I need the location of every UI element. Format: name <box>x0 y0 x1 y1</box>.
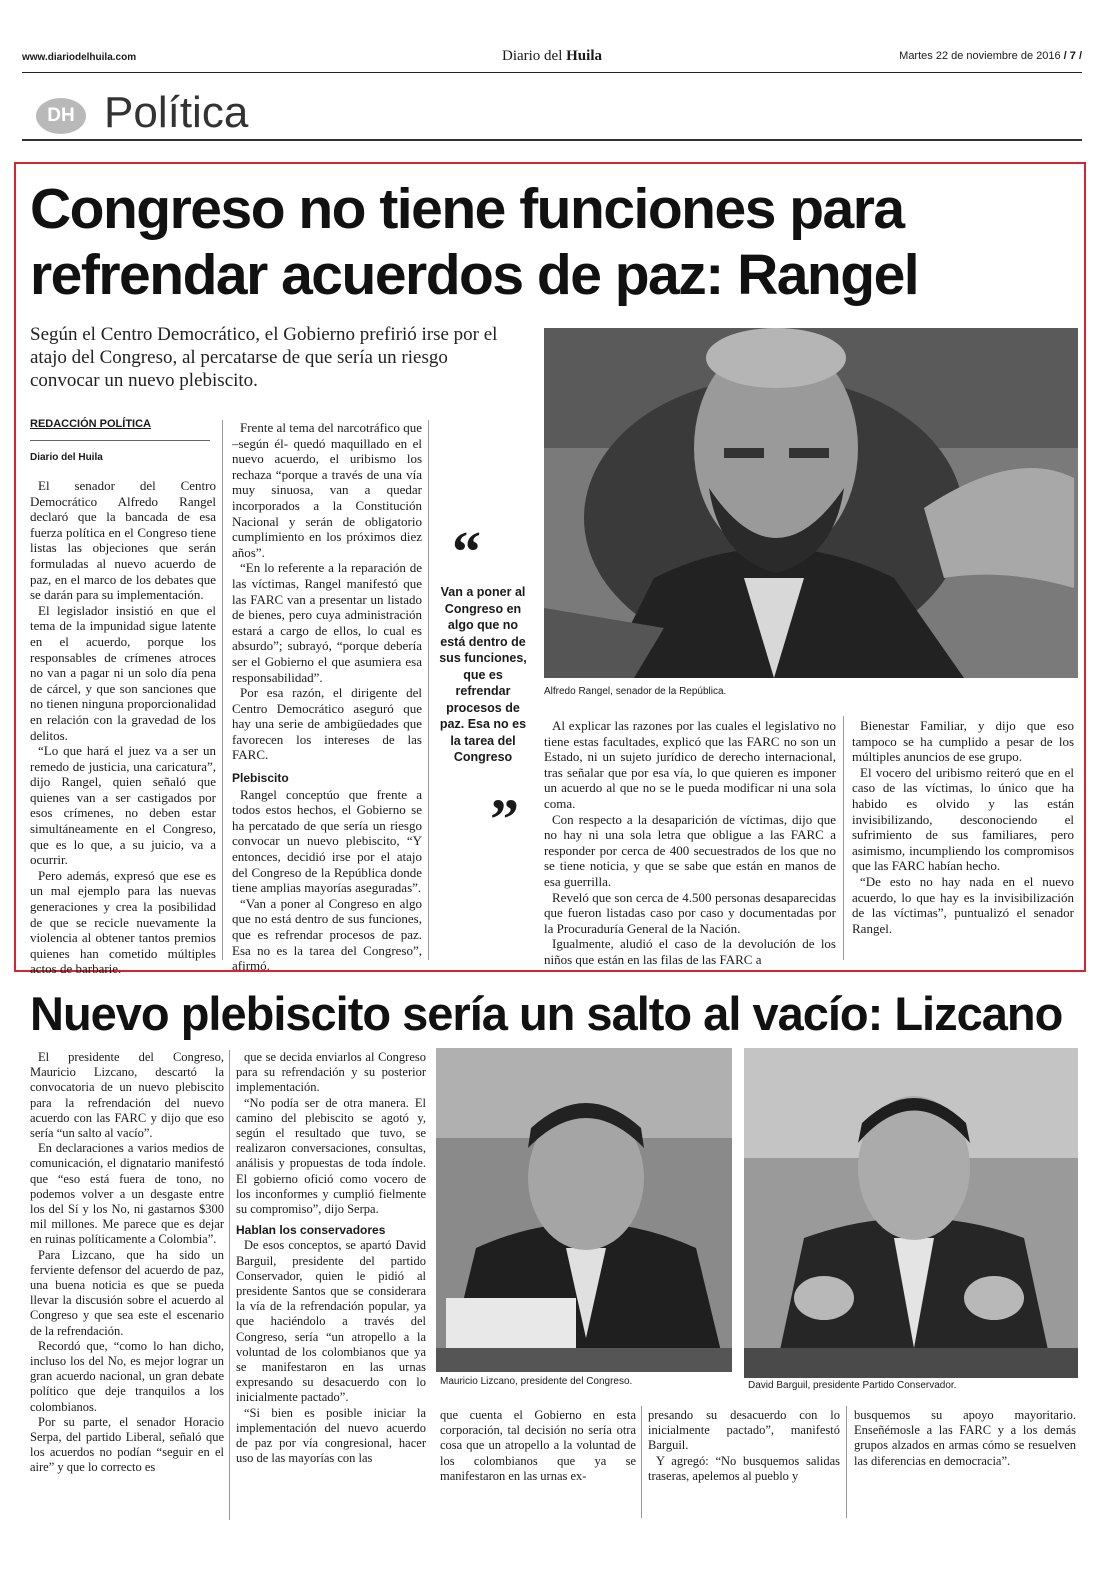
paragraph: Para Lizcano, que ha sido un ferviente defensor del acuerdo de paz, una buena noticia es que se pueda llevar la discusión sobre el acuerdo al Congreso y que sea este el escenario de la refrendación. <box>30 1247 224 1338</box>
photo-david-barguil <box>744 1048 1078 1378</box>
paragraph: Pero además, expresó que ese es un mal ejemplo para las nuevas generaciones y crea la posibilidad de que se recicle nuevamente la violencia al obtener tantos premios quienes han cometido múltiples actos de barbarie. <box>30 867 216 977</box>
paragraph: “Si bien es posible iniciar la implementación del nuevo acuerdo de paz por vía congresional, hacer uso de las mayorías con las <box>236 1405 426 1466</box>
paragraph: Reveló que son cerca de 4.500 personas desaparecidas que fueron listadas caso por caso y documentadas por la Procuraduría General de la Nación. <box>544 889 836 936</box>
subhead-plebiscito: Plebiscito <box>232 771 289 786</box>
story1-column-2 <box>232 420 422 974</box>
paragraph: presando su desacuerdo con lo inicialmente pactado”, manifestó Barguil. <box>648 1408 840 1453</box>
story1-column-1 <box>30 478 216 977</box>
column-divider <box>843 716 844 960</box>
photo-caption: Mauricio Lizcano, presidente del Congreso. <box>440 1376 633 1387</box>
paragraph: Al explicar las razones por las cuales el legislativo no tiene estas facultades, explicó que las FARC no son un Estado, ni un sujeto jurídico de derecho internacional, tras señalar que por esa vía, lo que quieren es imponer un acuerdo al que no se le pueda modificar ni una sola coma. <box>544 718 836 811</box>
subhead-conservadores: Hablan los conservadores <box>236 1223 386 1238</box>
paragraph: El legislador insistió en que el tema de la impunidad sigue latente en el acuerdo, porque los responsables de crímenes atroces no van a pagar ni un solo día pena de cárcel, y que son sanciones que no tienen ninguna proporcionalidad en relación con la gravedad de los delitos. <box>30 602 216 743</box>
photo-caption: David Barguil, presidente Partido Conservador. <box>748 1380 957 1391</box>
byline: REDACCIÓN POLÍTICA <box>30 418 151 430</box>
paragraph: “Van a poner al Congreso en algo que no está dentro de sus funciones, que es refrendar procesos de paz. Esa no es la tarea del Congreso”, afirmó. <box>232 895 422 974</box>
site-url: www.diariodelhuila.com <box>22 52 137 63</box>
story2-column-3 <box>440 1408 636 1484</box>
paragraph: De esos conceptos, se apartó David Barguil, presidente del partido Conservador, quien le pidió al presidente Santos que se considerara la vía de la refrendación popular, ya que haciéndolo a través del Congreso, sería “un atropello a la voluntad de los colombianos que ya se manifestaron en las urnas expresando su desacuerdo con lo inicialmente pactado”. <box>236 1238 426 1405</box>
paragraph: “En lo referente a la reparación de las víctimas, Rangel manifestó que las FARC van a presentar un listado de bienes, pero cuya administración estará a cargo de ellos, lo cual es absurdo”; subrayó, “porque debería ser el Gobierno el que asumiera esa responsabilidad”. <box>232 560 422 685</box>
paragraph: El presidente del Congreso, Mauricio Lizcano, descartó la convocatoria de un nuevo plebiscito para la refrendación del nuevo acuerdo con las FARC y dijo que eso sería “un salto al vacío”. <box>30 1050 224 1141</box>
paragraph: Bienestar Familiar, y dijo que eso tampoco se ha cumplido a pesar de los múltiples anuncios de ese grupo. <box>852 718 1074 765</box>
photo-alfredo-rangel <box>544 328 1078 678</box>
paragraph: Y agregó: “No busquemos salidas traseras, apelemos al pueblo y <box>648 1453 840 1483</box>
story2-column-1 <box>30 1050 224 1476</box>
paragraph: busquemos su apoyo mayoritario. Enseñémosle a las FARC y a los demás grupos alzados en armas cómo se resuelven las diferencias en democracia”. <box>854 1408 1076 1468</box>
column-divider <box>641 1406 642 1518</box>
date-text: Martes 22 de noviembre de 2016 <box>899 50 1061 62</box>
page-header <box>22 48 1082 70</box>
paragraph: Frente al tema del narcotráfico que –según él- quedó maquillado en el nuevo acuerdo, el uribismo los rechaza “porque a través de una vía muy sinuosa, van a quedar incorporados a la Constitución Nacional y serán de obligatorio cumplimiento en los próximos diez años”. <box>232 420 422 560</box>
paragraph: Por su parte, el senador Horacio Serpa, del partido Liberal, señaló que los acuerdos no podían “seguir en el aire” y que lo correcto es <box>30 1414 224 1475</box>
publication-date <box>899 50 1082 62</box>
section-rule <box>22 139 1082 141</box>
paragraph: Por esa razón, el dirigente del Centro Democrático aseguró que hay una serie de ambigüedades que favorecen los intereses de las FARC. <box>232 685 422 763</box>
paragraph: que cuenta el Gobierno en esta corporación, tal decisión no sería otra cosa que un atropello a la voluntad de los colombianos que ya se manifestaron en las urnas ex- <box>440 1408 636 1483</box>
paragraph: “De esto no hay nada en el nuevo acuerdo, lo que hay es la invisibilización de las víctimas”, puntualizó el senador Rangel. <box>852 873 1074 936</box>
portrait-illustration <box>744 1048 1078 1378</box>
newspaper-name-part: Diario del <box>501 48 567 64</box>
photo-mauricio-lizcano <box>436 1048 732 1372</box>
paragraph: Rangel conceptúo que frente a todos estos hechos, el Gobierno se ha percatado de que sería un riesgo convocar un nuevo plebiscito, “Y entonces, decidió irse por el atajo del Congreso de la República donde tiene amplias mayorías aseguradas”. <box>232 786 422 896</box>
story1-deck: Según el Centro Democrático, el Gobierno prefirió irse por el atajo del Congreso, al percatarse de que sería un riesgo convocar un nuevo plebiscito. <box>30 324 498 391</box>
paragraph: Con respecto a la desaparición de víctimas, dijo que no hay ni una sola letra que obligue a las FARC a responder por cerca de 400 secuestrados de los que no se tiene noticia, y que se sabe que están en manos de esa guerrilla. <box>544 811 836 889</box>
paragraph: En declaraciones a varios medios de comunicación, el dignatario manifestó que “eso está fuera de tono, no podemos volver a un desgaste entre los del Sí y los No, ni gastarnos $300 mil millones. Me parece que es dejar en ruinas políticamente a Colombia”. <box>30 1141 224 1247</box>
paragraph: que se decida enviarlos al Congreso para su refrendación y su posterior implementación. <box>236 1050 426 1095</box>
pull-quote: Van a poner al Congreso en algo que no está dentro de sus funciones, que es refrendar procesos de paz. Esa no es la tarea del Congreso <box>439 585 527 764</box>
story2-column-2 <box>236 1050 426 1466</box>
quote-close-icon: ” <box>490 787 519 852</box>
column-divider <box>846 1406 847 1518</box>
paragraph: El vocero del uribismo reiteró que en el caso de las víctimas, lo único que ha habido es olvido y las están invisibilizando, desconociendo el sufrimiento de sus familiares, pero asimismo, incumpliendo los compromisos que las FARC habían hecho. <box>852 764 1074 874</box>
photo-caption: Alfredo Rangel, senador de la República. <box>544 686 727 697</box>
story1-column-4 <box>852 718 1074 936</box>
paragraph: El senador del Centro Democrático Alfredo Rangel declaró que la bancada de esa fuerza política en el Congreso tiene listas las objeciones que serán formuladas al nuevo acuerdo de paz, en el marco de los debates que se darán para su implementación. <box>30 478 216 603</box>
byline-rule <box>30 440 210 441</box>
story1-column-3 <box>544 718 836 968</box>
section-title: Política <box>104 88 249 137</box>
portrait-illustration <box>436 1048 732 1372</box>
paragraph: Recordó que, “como lo han dicho, incluso los del No, es mejor lograr un gran acuerdo nacional, un gran debate político que deje tranquilos a los colombianos. <box>30 1338 224 1414</box>
page-number: / 7 / <box>1063 50 1082 62</box>
story2-headline: Nuevo plebiscito sería un salto al vacío: Lizcano <box>30 987 1063 1040</box>
paragraph: Igualmente, aludió el caso de la devolución de los niños que están en las filas de las FARC a <box>544 936 836 967</box>
header-rule <box>22 72 1082 73</box>
dh-logo: DH <box>36 98 86 134</box>
paragraph: “No podía ser de otra manera. El camino del plebiscito se agotó y, según el resultado que tuvo, se realizaron conversaciones, consultas, análisis y propuestas de toda índole. El gobierno ofició como vocero de los inconformes y cumplió fielmente su compromiso”, dijo Serpa. <box>236 1095 426 1217</box>
column-divider <box>229 1050 230 1520</box>
story2-column-5 <box>854 1408 1076 1469</box>
quote-open-icon: “ <box>452 519 481 584</box>
portrait-illustration <box>544 328 1078 678</box>
column-divider <box>428 420 429 960</box>
story2-column-4 <box>648 1408 840 1484</box>
byline-source: Diario del Huila <box>30 452 103 463</box>
story1-headline: Congreso no tiene funciones para refrendar acuerdos de paz: Rangel <box>30 177 919 307</box>
column-divider <box>222 420 223 960</box>
newspaper-name-bold: Huila <box>566 48 602 64</box>
paragraph: “Lo que hará el juez va a ser un remedo de justicia, una caricatura”, dijo Rangel, quien señaló que quienes van a ser castigados por esos crímenes, no deben estar simultáneamente en el Congreso, que es lo que, a su juicio, va a ocurrir. <box>30 743 216 868</box>
